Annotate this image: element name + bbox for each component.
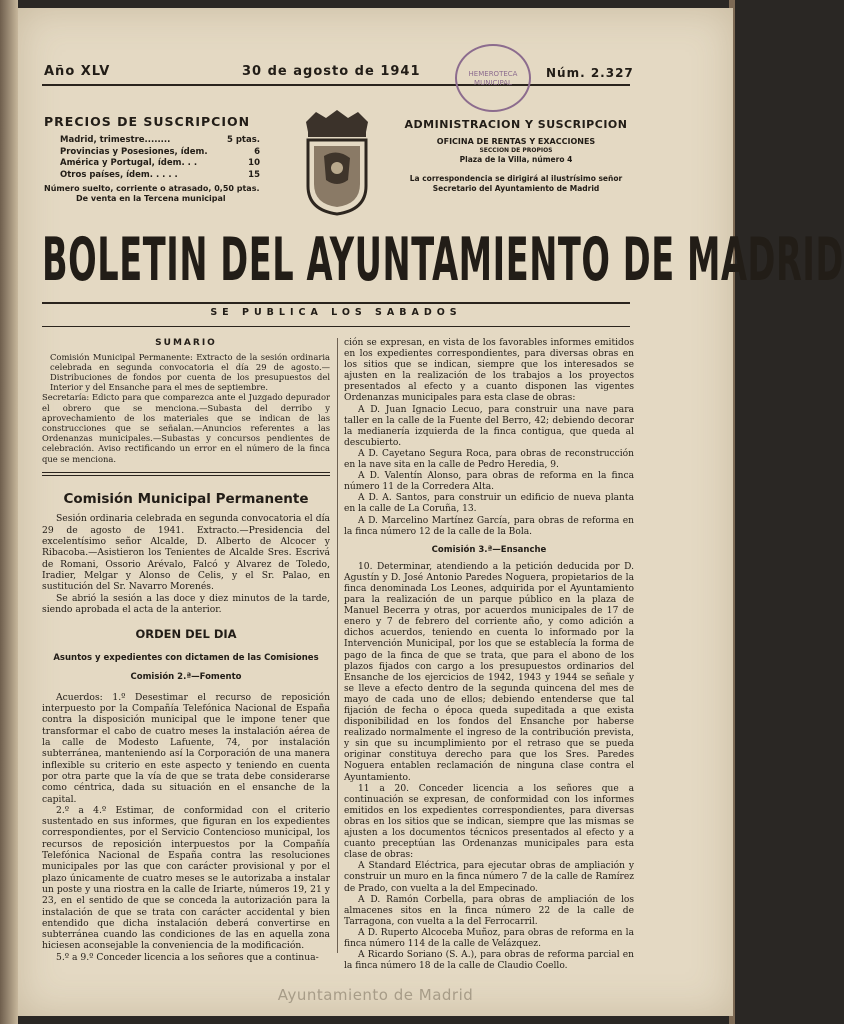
paragraph: A D. Ramón Corbella, para obras de ampliación de los almacenes sitos en la finca número 22 de la calle de Tarragona, con vuelta a la del Ferrocarril. (344, 894, 634, 927)
price-value: 6 (254, 146, 260, 157)
comision2-title: Comisión 2.ª—Fomento (130, 672, 242, 683)
paragraph: 5.º a 9.º Conceder licencia a los señores que a continua- (56, 951, 319, 963)
coat-of-arms-icon (296, 108, 378, 216)
paragraph: A Standard Eléctrica, para ejecutar obras de ampliación y construir un muro en la finca número 7 de la calle de Ramírez de Prado, con vuelta a la del Empecinado. (344, 861, 634, 894)
issue-year: Año XLV (44, 64, 111, 79)
paragraph: Sesión ordinaria celebrada en segunda convocatoria el día 29 de agosto de 1941. Extracto.—Presidencia del excelentísimo señor Alcalde, D. Alberto de Alcocer y Ribacoba.—Asistieron los Tenientes de Alcalde Sres. Escrivá de Romani, Ossorio Arévalo, Falcó y Alvarez de Toledo, Iradier, Melgar y Alonso de Celis, y el Sr. Palao, en sustitución del Sr. Navarro Morenés. (42, 513, 330, 593)
price-value: 10 (248, 158, 260, 168)
column-divider (337, 338, 338, 953)
watermark: Ayuntamiento de Madrid (277, 986, 474, 1004)
orden-title: ORDEN DEL DIA (135, 627, 237, 642)
paragraph: A D. Valentín Alonso, para obras de reforma en la finca número 11 de la Corredera Alta. (344, 471, 634, 493)
masthead-title: BOLETIN DEL AYUNTAMIENTO DE MADRID (42, 225, 844, 295)
admin-title: ADMINISTRACION Y SUSCRIPCION (404, 118, 628, 131)
price-label: América y Portugal, ídem. . . (60, 158, 198, 168)
price-row (60, 147, 260, 159)
comision3-title: Comisión 3.ª—Ensanche (431, 544, 547, 555)
paragraph: A D. Juan Ignacio Lecuo, para construir una nave para taller en la calle de la Fuente del Berro, 42; debiendo decorar la medianería izquierda de la finca contigua, que queda al descubierto. (344, 404, 634, 448)
paragraph: A Ricardo Soriano (S. A.), para obras de reforma parcial en la finca número 18 de la calle de Claudio Coello. (344, 950, 634, 972)
sale-note: De venta en la Tercena municipal (76, 194, 226, 203)
paragraph: 11 a 20. Conceder licencia a los señores que a continuación se expresan, de conformidad con los informes emitidos en los expedientes correspondientes, para diversas obras en los sitios que se indican, siempre que las mismas se ajusten a los documentos técnicos presentados al efecto y a cuanto preceptúan las Ordenanzas municipales para esta clase de obras: (344, 783, 634, 861)
price-table (44, 135, 260, 181)
paragraph: A D. A. Santos, para construir un edificio de nueva planta en la calle de La Coruña, 13. (344, 493, 634, 515)
admin-line1: OFICINA DE RENTAS Y EXACCIONES (436, 137, 596, 146)
book-spine (0, 0, 18, 1024)
paragraph: 2.º a 4.º Estimar, de conformidad con el criterio sustentado en sus informes, que figuran en los expedientes correspondientes, por el Servicio Contencioso municipal, los recursos de reposición interpuestos por la Compañía Telefónica Nacional de España contra las resoluciones municipales por las que con carácter provisional y por el plazo únicamente de cuatro meses se le autorizaba a instalar un poste y una riostra en la calle de Iriarte, números 19, 21 y 23, en el sentido de que se conceda la autorización para la instalación de que se trata con carácter accidental y bien entendido que dicha instalación deberá convertirse en subterránea cuando las condiciones de las en aquella zona hiciesen aconsejable la conveniencia de la modificación. (42, 804, 330, 952)
price-row (60, 158, 260, 170)
admin-note: La correspondencia se dirigirá al ilustrísimo señor Secretario del Ayuntamiento de Madrid (409, 174, 623, 193)
price-value: 15 (248, 169, 260, 180)
price-label: Otros países, ídem. . . . . (60, 169, 178, 180)
left-column (42, 338, 330, 963)
section-title: Comisión Municipal Permanente (63, 490, 309, 507)
masthead-rule (42, 302, 630, 304)
paragraph: 10. Determinar, atendiendo a la petición deducida por D. Agustín y D. José Antonio Paredes Noguera, propietarios de la finca denominada Los Leones, adquirida por el Ayuntamiento para la realización de un parque público en la plaza de Manuel Becerra y otras, por acuerdos municipales de 17 de enero y 7 de febrero del corriente año, y como adición a dichos acuerdos, teniendo en cuenta lo informado por la Intervención Municipal, por los que se establecía la forma de pago de la finca de que se trata, que para el abono de los plazos fijados con cargo a los presupuestos ordinarios del Ensanche de los ejercicios de 1942, 1943 y 1944 se señale y se lleve a efecto dentro de la segunda quincena del mes de mayo de cada uno de ellos; debiendo entenderse que tal fijación de fecha o época queda supeditada a que exista disponibilidad en los fondos del Ensanche por haberse realizado normalmente el ingreso de la contribución prevista, y sin que su incumplimiento por el retraso que se pueda originar constituya derecho para que los Sres. Paredes Noguera entablen reclamación de ninguna clase contra el Ayuntamiento. (344, 561, 634, 783)
sumario-title: SUMARIO (155, 338, 217, 348)
issue-date: 30 de agosto de 1941 (242, 64, 421, 79)
admin-line3: Plaza de la Villa, número 4 (459, 155, 573, 164)
paragraph: A D. Cayetano Segura Roca, para obras de reconstrucción en la nave sita en la calle de Pedro Heredia, 9. (344, 448, 634, 471)
sumario-rule (42, 473, 330, 476)
asuntos-title: Asuntos y expedientes con dictamen de las Comisiones (53, 652, 319, 663)
session-block (42, 513, 330, 615)
stamp-text: HEMEROTECA MUNICIPAL (468, 70, 518, 87)
price-value: 5 ptas. (226, 135, 260, 145)
subtitle-rule (42, 326, 630, 327)
subscription-box (44, 114, 276, 204)
paragraph: ción se expresan, en vista de los favorables informes emitidos en los expedientes correspondientes, para diversas obras en los sitios que se indican, siempre que los interesados se ajusten en la realización de los trabajos a los proyectos presentados al efecto y a cuanto disponen las vigentes Ordenanzas municipales para esta clase de obras: (344, 338, 634, 404)
acuerdos-block (42, 692, 330, 963)
newspaper-page (18, 8, 844, 1016)
subscription-title: PRECIOS DE SUSCRIPCION (44, 114, 251, 129)
administration-box (396, 118, 636, 194)
paragraph: Se abrió la sesión a las doce y diez minutos de la tarde, siendo aprobada el acta de la anterior. (42, 592, 330, 615)
sumario-item: Comisión Municipal Permanente: Extracto de la sesión ordinaria celebrada en segunda convocatoria el día 29 de agosto.—Distribuciones de fondos por cuenta de los presupuestos del Interior y del Ensanche para el mes de septiembre. (50, 351, 330, 393)
admin-line2: SECCION DE PROPIOS (479, 147, 553, 154)
header-rule (42, 84, 630, 86)
price-label: Madrid, trimestre........ (60, 135, 171, 145)
sumario-box (42, 352, 330, 464)
price-label: Provincias y Posesiones, ídem. (60, 146, 208, 157)
price-row (60, 135, 260, 147)
right-column (344, 338, 634, 972)
paragraph: Acuerdos: 1.º Desestimar el recurso de reposición interpuesto por la Compañía Telefónica Nacional de España contra la disposición municipal que le impone tener que transformar el cabo de cuatro meses la instalación aérea de la calle de Modesto Lafuente, 74, por instalación subterránea, manteniendo así la Corporación de una manera inflexible su criterio en este aspecto y teniendo en cuenta por otra parte que la vía de que se trata debe considerarse como céntrica, dada su situación en el ensanche de la capital. (42, 691, 330, 805)
library-stamp (455, 44, 531, 112)
sumario-item: Secretaría: Edicto para que comparezca ante el Juzgado depurador el obrero que se menciona.—Subasta del derribo y aprovechamiento de los materiales que se indican de las construcciones que se señalan.—Anuncios referentes a las Ordenanzas municipales.—Subastas y concursos pendientes de celebración. Aviso rectificando un error en el número de la finca que se menciona. (42, 392, 330, 464)
issue-number: Núm. 2.327 (546, 66, 634, 80)
price-row (60, 170, 260, 182)
paragraph: A D. Ruperto Alcoceba Muñoz, para obras de reforma en la finca número 114 de la calle de Velázquez. (344, 927, 634, 949)
paragraph: A D. Marcelino Martínez García, para obras de reforma en la finca número 12 de la calle de la Bola. (344, 515, 634, 537)
single-copy-note: Número suelto, corriente o atrasado, 0,50 ptas. (44, 184, 260, 193)
masthead-subtitle: SE PUBLICA LOS SABADOS (210, 307, 462, 318)
